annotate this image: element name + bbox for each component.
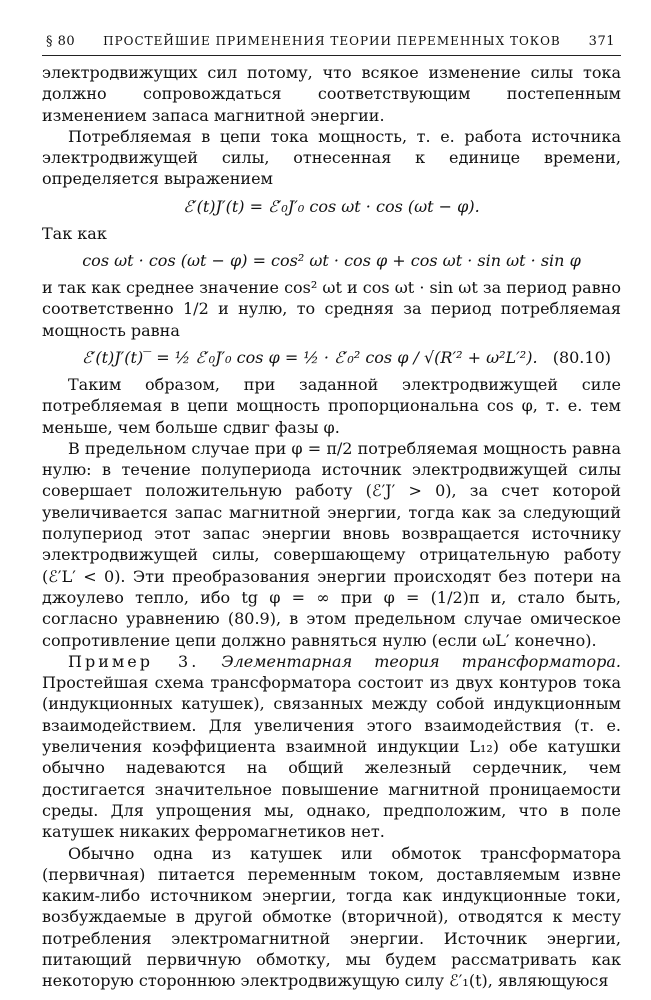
body-text — [42, 62, 621, 992]
example-title: Элементарная теория трансформатора. — [221, 651, 621, 671]
section-number: § 80 — [46, 34, 76, 49]
equation-number: (80.10) — [552, 347, 611, 367]
running-title: ПРОСТЕЙШИЕ ПРИМЕНЕНИЯ ТЕОРИИ ПЕРЕМЕННЫХ ТОКОВ — [103, 34, 561, 48]
example-text: Простейшая схема трансформатора состоит из двух контуров тока (индукционных катушек), связанных между собой индукционным взаимодействием. Для увеличения этого взаимодействия (т. е. увеличения коэффициента взаимной индукции L₁₂) обе катушки обычно надеваются на общий железный сердечник, чем достигается значительное повышение магнитной проницаемости среды. Для упрощения мы, однако, предположим, что в поле катушек никаких ферромагнетиков нет. — [42, 673, 621, 842]
paragraph: и так как среднее значение cos² ωt и cos ωt · sin ωt за период равно соответственно 1/2 и нулю, то средняя за период потребляемая мощность равна — [42, 278, 621, 340]
paragraph: электродвижущих сил потому, что всякое изменение силы тока должно сопровождаться соответствующим постепенным изменением запаса магнитной энергии. — [42, 63, 621, 125]
paragraph: В предельном случае при φ = π/2 потребляемая мощность равна нулю: в течение полупериода источник электродвижущей силы совершает положительную работу (ℰ′J′ > 0), за счет которой увеличивается запас магнитной энергии, тогда как за следующий полупериод этот запас энергии вновь возвращается источнику электродвижущей силы, совершающему отрицательную работу (ℰ′L′ < 0). Эти преобразования энергии происходят без потери на джоулево тепло, ибо tg φ = ∞ при φ = (1/2)π и, стало быть, согласно уравнению (80.9), в этом предельном случае омическое сопротивление цепи должно равняться нулю (если ωL′ конечно). — [42, 438, 621, 650]
paragraph: Так как — [42, 223, 107, 243]
example-lead: Пример 3. — [68, 651, 200, 671]
formula-body: ℰ′(t)J′(t)‾ = ½ ℰ′₀J′₀ cos φ = ½ · ℰ′₀² cos φ / √(R′² + ω²L′²). — [82, 347, 538, 367]
page-number: 371 — [588, 34, 615, 49]
paragraph: Потребляемая в цепи тока мощность, т. е. работа источника электродвижущей силы, отнесенная к единице времени, определяется выражением — [42, 126, 621, 189]
formula: cos ωt · cos (ωt − φ) = cos² ωt · cos φ + cos ωt · sin ωt · sin φ — [82, 251, 581, 271]
running-header — [42, 34, 621, 56]
formula: ℰ′(t)J′(t) = ℰ′₀J′₀ cos ωt · cos (ωt − φ). — [183, 196, 480, 216]
paragraph: Таким образом, при заданной электродвижущей силе потребляемая в цепи мощность пропорциональна cos φ, т. е. тем меньше, чем больше сдвиг фазы φ. — [42, 374, 622, 437]
formula-80-10 — [42, 345, 621, 371]
paragraph: Обычно одна из катушек или обмоток трансформатора (первичная) питается переменным током, доставляемым извне каким-либо источником энергии, тогда как индукционные токи, возбуждаемые в другой обмотке (вторичной), отводятся к месту потребления электромагнитной энергии. Источник энергии, питающий первичную обмотку, мы будем рассматривать как некоторую стороннюю электродвижущую силу ℰ′₁(t), являющуюся — [42, 843, 621, 991]
paragraph-example — [42, 651, 621, 843]
